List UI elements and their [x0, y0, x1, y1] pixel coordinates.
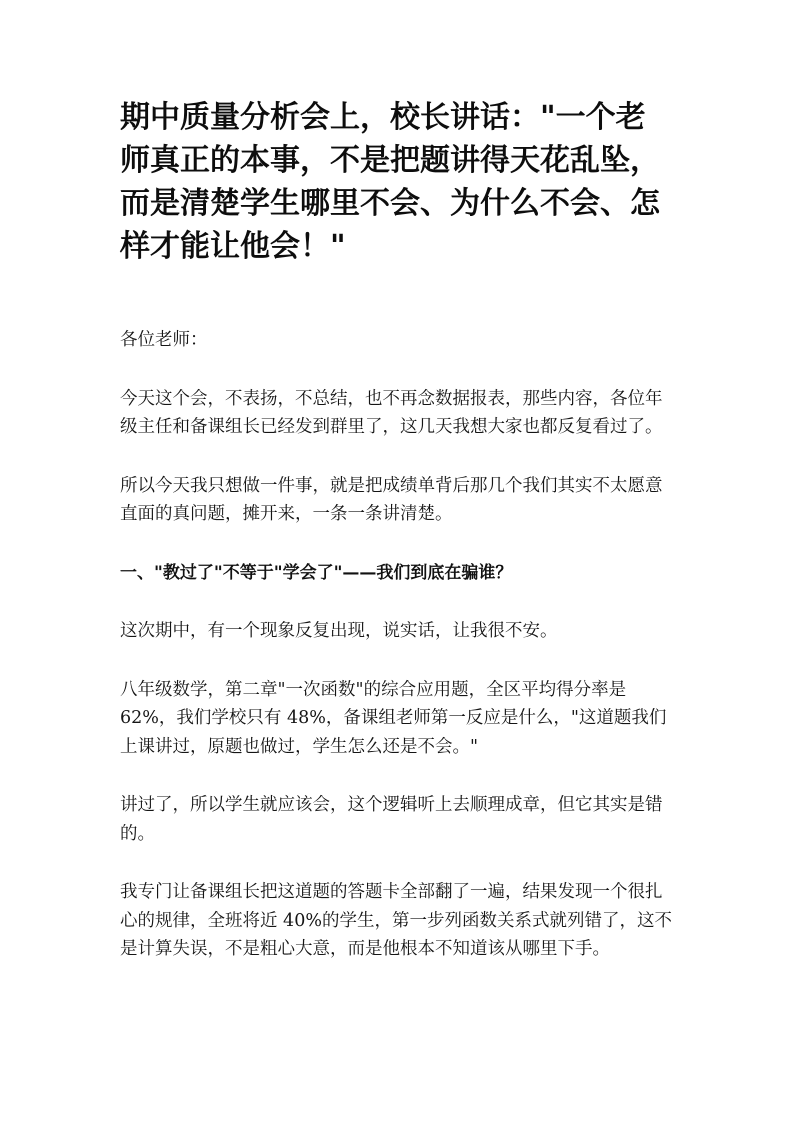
section-1-paragraph-4: 我专门让备课组长把这道题的答题卡全部翻了一遍，结果发现一个很扎心的规律，全班将近 40%的学生，第一步列函数关系式就列错了，这不是计算失误，不是粗心大意，而是他根本不知道该从哪里下手。 — [120, 882, 672, 959]
paragraph-intro-2: 所以今天我只想做一件事，就是把成绩单背后那几个我们其实不太愿意直面的真问题，摊开来，一条一条讲清楚。 — [120, 475, 663, 524]
section-1-paragraph-2: 八年级数学，第二章"一次函数"的综合应用题，全区平均得分率是 62%，我们学校只有 48%，备课组老师第一反应是什么，"这道题我们上课讲过，原题也做过，学生怎么还是不会。" — [120, 679, 667, 757]
paragraph-intro-1: 今天这个会，不表扬，不总结，也不再念数据报表，那些内容，各位年级主任和备课组长已经发到群里了，这几天我想大家也都反复看过了。 — [120, 388, 663, 437]
section-1-paragraph-3: 讲过了，所以学生就应该会，这个逻辑听上去顺理成章，但它其实是错的。 — [120, 795, 663, 844]
document-title: 期中质量分析会上，校长讲话："一个老师真正的本事，不是把题讲得天花乱坠，而是清楚学生哪里不会、为什么不会、怎样才能让他会！" — [120, 100, 660, 264]
section-1-paragraph-1: 这次期中，有一个现象反复出现，说实话，让我很不安。 — [120, 621, 558, 641]
section-1-heading: 一、"教过了"不等于"学会了"——我们到底在骗谁？ — [120, 562, 513, 583]
greeting: 各位老师： — [120, 330, 208, 350]
